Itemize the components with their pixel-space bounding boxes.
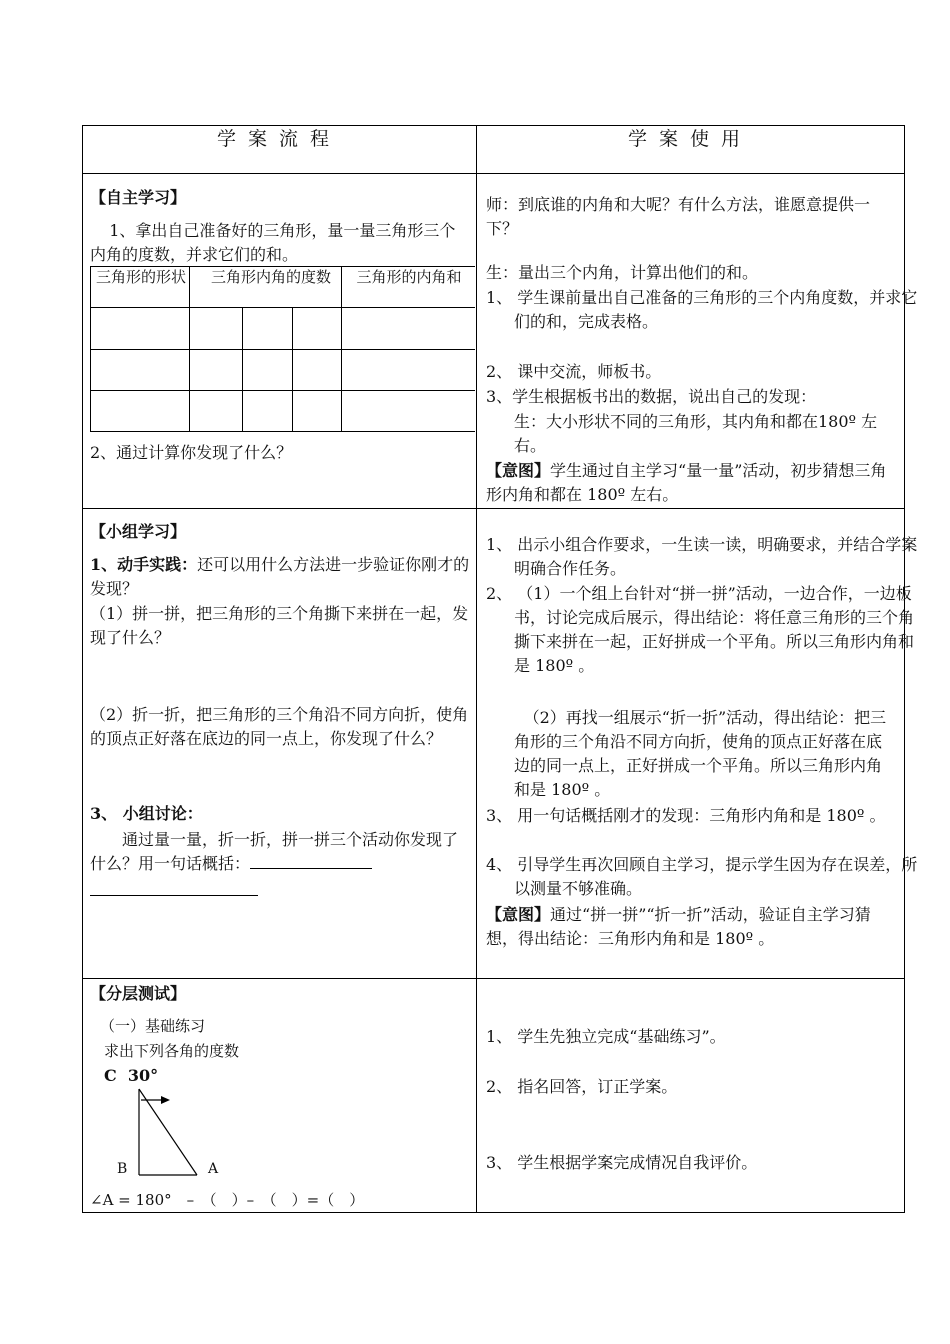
student-step-3: 3、学生根据板书出的数据，说出自己的发现： bbox=[486, 387, 817, 406]
angle-formula: ∠A = 180° – （ ）– （ ）=（ ） bbox=[90, 1191, 365, 1209]
student-step-1: 1、 学生课前量出自己准备的三角形的三个内角度数，并求它们的和，完成表格。 bbox=[486, 288, 918, 331]
task-group-discussion: 3、 小组讨论： bbox=[90, 804, 203, 823]
test-step-3: 3、 学生根据学案完成情况自我评价。 bbox=[486, 1153, 758, 1172]
column-divider bbox=[476, 125, 477, 1213]
group-step-2: 2、 （1）一个组上台针对“拼一拼”活动，一边合作，一边板书，讨论完成后展示，得出结论：将任意三角形的三个角撕下来拼在一起，正好拼成一个平角。所以三角形内角和是 180º 。 bbox=[486, 584, 915, 675]
basic-practice-prompt: 求出下列各角的度数 bbox=[104, 1042, 240, 1060]
right-triangle-diagram bbox=[120, 1082, 220, 1182]
table-header-angles: 三角形内角的度数 bbox=[211, 268, 332, 286]
task-summary: 通过量一量，折一折，拼一拼三个活动你发现了什么？用一句话概括： bbox=[90, 830, 459, 873]
header-right-title: 学案使用 bbox=[627, 128, 752, 150]
header-divider bbox=[82, 173, 905, 174]
group-step-2b: （2）再找一组展示“折一折”活动，得出结论：把三角形的三个角沿不同方向折，使角的顶点正好落在底边的同一点上，正好拼成一个平角。所以三角形内角和是 180º 。 bbox=[514, 708, 887, 799]
group-step-4: 4、 引导学生再次回顾自主学习，提示学生因为存在误差，所以测量不够准确。 bbox=[486, 855, 918, 898]
row1-divider bbox=[82, 508, 905, 509]
answer-line[interactable] bbox=[90, 895, 258, 896]
group-step-3: 3、 用一句话概括刚才的发现：三角形内角和是 180º 。 bbox=[486, 806, 886, 825]
test-step-1: 1、 学生先独立完成“基础练习”。 bbox=[486, 1027, 726, 1046]
table-border-bottom bbox=[82, 1212, 905, 1213]
table-border-left bbox=[82, 125, 83, 1213]
vertex-a-label: A bbox=[208, 1161, 219, 1177]
intent-self-study: 【意图】学生通过自主学习“量一量”活动，初步猜想三角形内角和都在 180º 左右。 bbox=[486, 461, 887, 504]
student-finding: 生：大小形状不同的三角形，其内角和都在180º 左右。 bbox=[514, 412, 878, 455]
teacher-question: 师：到底谁的内角和大呢？有什么方法，谁愿意提供一下？ bbox=[486, 195, 871, 238]
task-discovery-question: 2、通过计算你发现了什么？ bbox=[90, 443, 293, 462]
basic-practice-label: （一）基础练习 bbox=[100, 1017, 206, 1035]
student-step-2: 2、 课中交流，师板书。 bbox=[486, 362, 662, 381]
row2-divider bbox=[82, 978, 905, 979]
task-fold: （2）折一折，把三角形的三个角沿不同方向折，使角的顶点正好落在底边的同一点上，你发现了什么？ bbox=[90, 705, 469, 748]
task-measure-angles: 1、拿出自己准备好的三角形，量一量三角形三个内角的度数，并求它们的和。 bbox=[90, 221, 456, 264]
test-step-2: 2、 指名回答，订正学案。 bbox=[486, 1077, 678, 1096]
group-step-1: 1、 出示小组合作要求，一生读一读，明确要求，并结合学案明确合作任务。 bbox=[486, 535, 918, 578]
task-piece-together: （1）拼一拼，把三角形的三个角撕下来拼在一起，发现了什么？ bbox=[90, 604, 469, 647]
table-header-sum: 三角形的内角和 bbox=[356, 268, 462, 286]
task-hands-on: 1、动手实践：还可以用什么方法进一步验证你刚才的发现？ bbox=[90, 555, 470, 598]
section-group-study: 【小组学习】 bbox=[90, 522, 187, 541]
student-answer: 生：量出三个内角，计算出他们的和。 bbox=[486, 263, 759, 282]
table-header-shape: 三角形的形状 bbox=[96, 268, 187, 286]
header-left-title: 学案流程 bbox=[216, 128, 341, 150]
vertex-c-label: C 30° bbox=[104, 1066, 159, 1085]
intent-group-study: 【意图】通过“拼一拼”“折一折”活动，验证自主学习猜想，得出结论：三角形内角和是 180º 。 bbox=[486, 905, 871, 948]
section-self-study: 【自主学习】 bbox=[90, 188, 187, 207]
vertex-b-label: B bbox=[117, 1161, 128, 1177]
section-tiered-test: 【分层测试】 bbox=[90, 984, 187, 1003]
